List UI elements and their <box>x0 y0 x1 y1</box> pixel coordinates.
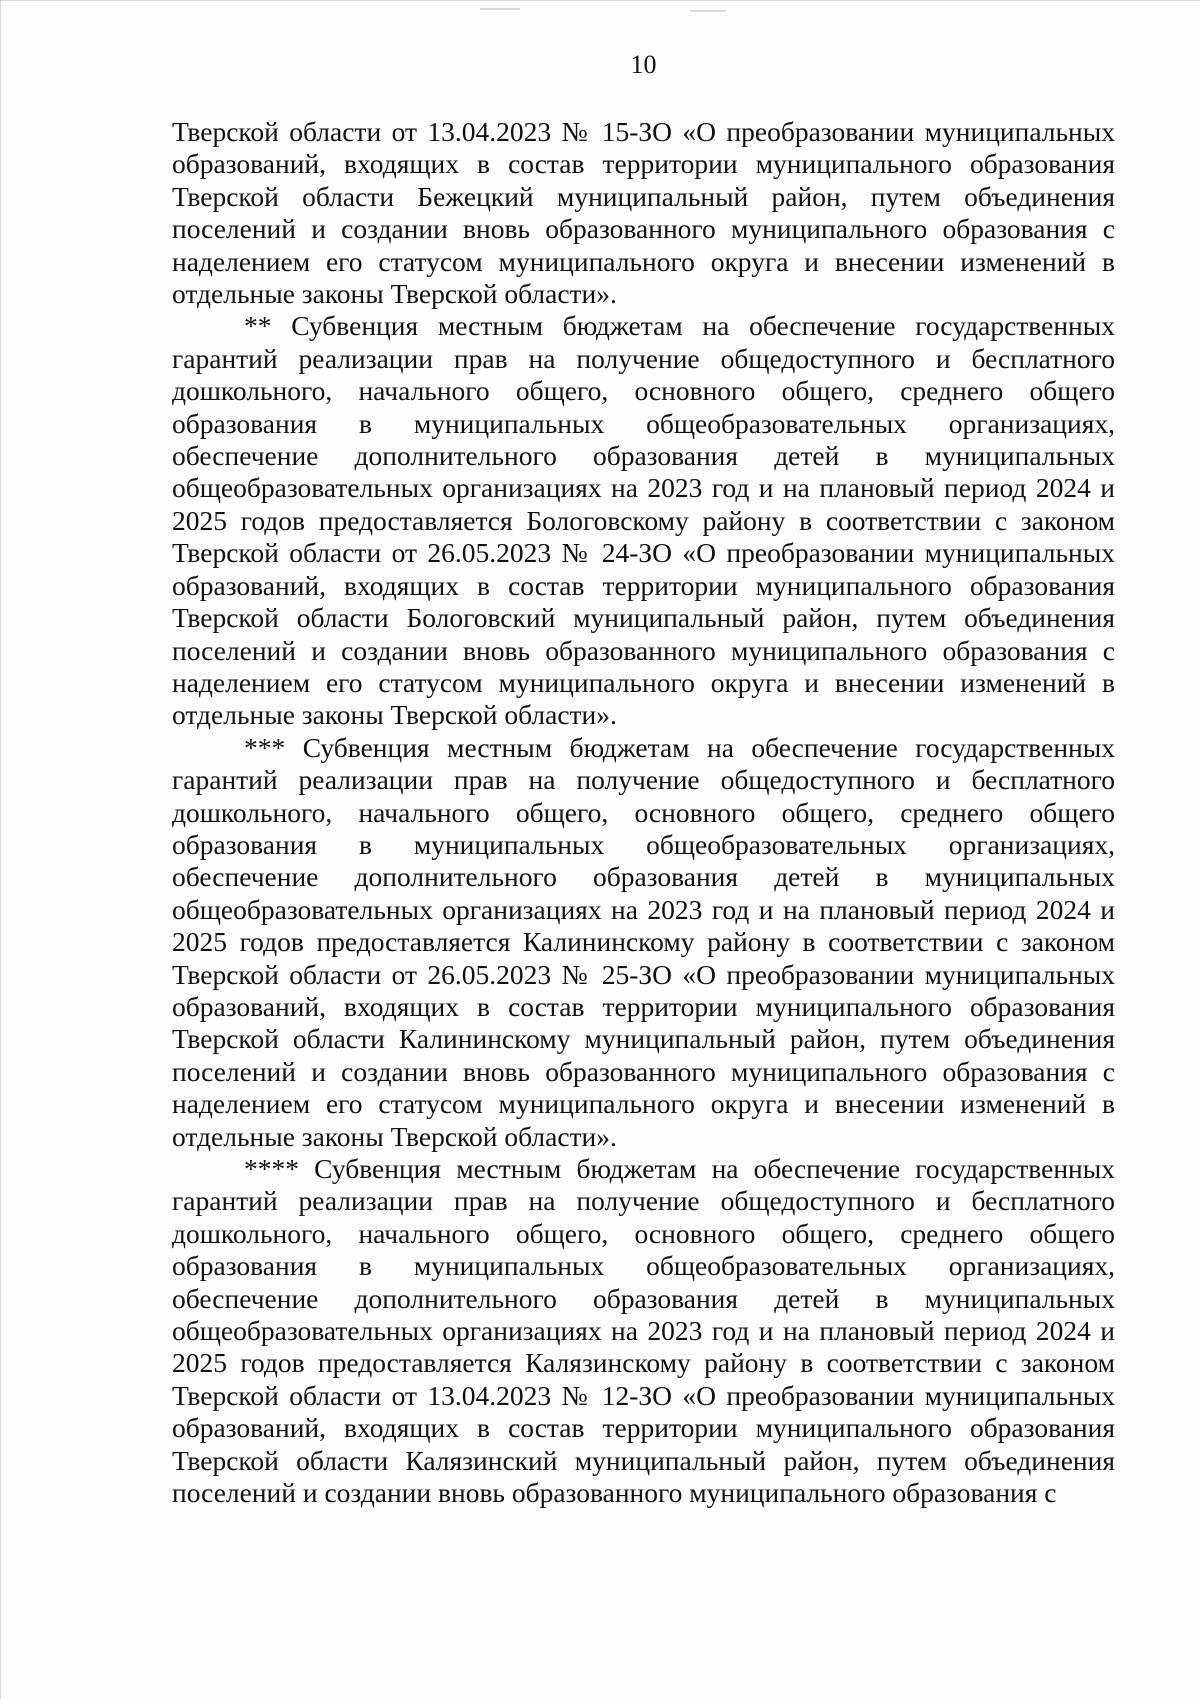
footnote-paragraph-2: ** Субвенция местным бюджетам на обеспечение государственных гарантий реализации прав на получение общедоступного и бесплатного дошкольного, начального общего, основного общего, среднего общего образования в муниципальных общеобразовательных организациях, обеспечение дополнительного образования детей в муниципальных общеобразовательных организациях на 2023 год и на плановый период 2024 и 2025 годов предоставляется Бологовскому району в соответствии с законом Тверской области от 26.05.2023 № 24-ЗО «О преобразовании муниципальных образований, входящих в состав территории муниципального образования Тверской области Бологовский муниципальный район, путем объединения поселений и создании вновь образованного муниципального образования с наделением его статусом муниципального округа и внесении изменений в отдельные законы Тверской области». <box>172 310 1115 731</box>
footnote-paragraph-3: *** Субвенция местным бюджетам на обеспечение государственных гарантий реализации прав на получение общедоступного и бесплатного дошкольного, начального общего, основного общего, среднего общего образования в муниципальных общеобразовательных организациях, обеспечение дополнительного образования детей в муниципальных общеобразовательных организациях на 2023 год и на плановый период 2024 и 2025 годов предоставляется Калининскому району в соответствии с законом Тверской области от 26.05.2023 № 25-ЗО «О преобразовании муниципальных образований, входящих в состав территории муниципального образования Тверской области Калининскому муниципальный район, путем объединения поселений и создании вновь образованного муниципального образования с наделением его статусом муниципального округа и внесении изменений в отдельные законы Тверской области». <box>172 731 1115 1152</box>
scan-edge-left <box>0 0 1 1699</box>
document-body <box>172 116 1115 1509</box>
paragraph-continuation: Тверской области от 13.04.2023 № 15-ЗО «О преобразовании муниципальных образований, входящих в состав территории муниципального образования Тверской области Бежецкий муниципальный район, путем объединения поселений и создании вновь образованного муниципального образования с наделением его статусом муниципального округа и внесении изменений в отдельные законы Тверской области». <box>172 116 1115 310</box>
page-number: 10 <box>630 50 657 79</box>
scan-speck <box>690 10 726 12</box>
scan-speck <box>480 8 520 10</box>
scan-edge-top <box>0 0 1200 1</box>
footnote-paragraph-4: **** Субвенция местным бюджетам на обеспечение государственных гарантий реализации прав на получение общедоступного и бесплатного дошкольного, начального общего, основного общего, среднего общего образования в муниципальных общеобразовательных организациях, обеспечение дополнительного образования детей в муниципальных общеобразовательных организациях на 2023 год и на плановый период 2024 и 2025 годов предоставляется Калязинскому району в соответствии с законом Тверской области от 13.04.2023 № 12-ЗО «О преобразовании муниципальных образований, входящих в состав территории муниципального образования Тверской области Калязинский муниципальный район, путем объединения поселений и создании вновь образованного муниципального образования с <box>172 1153 1115 1509</box>
